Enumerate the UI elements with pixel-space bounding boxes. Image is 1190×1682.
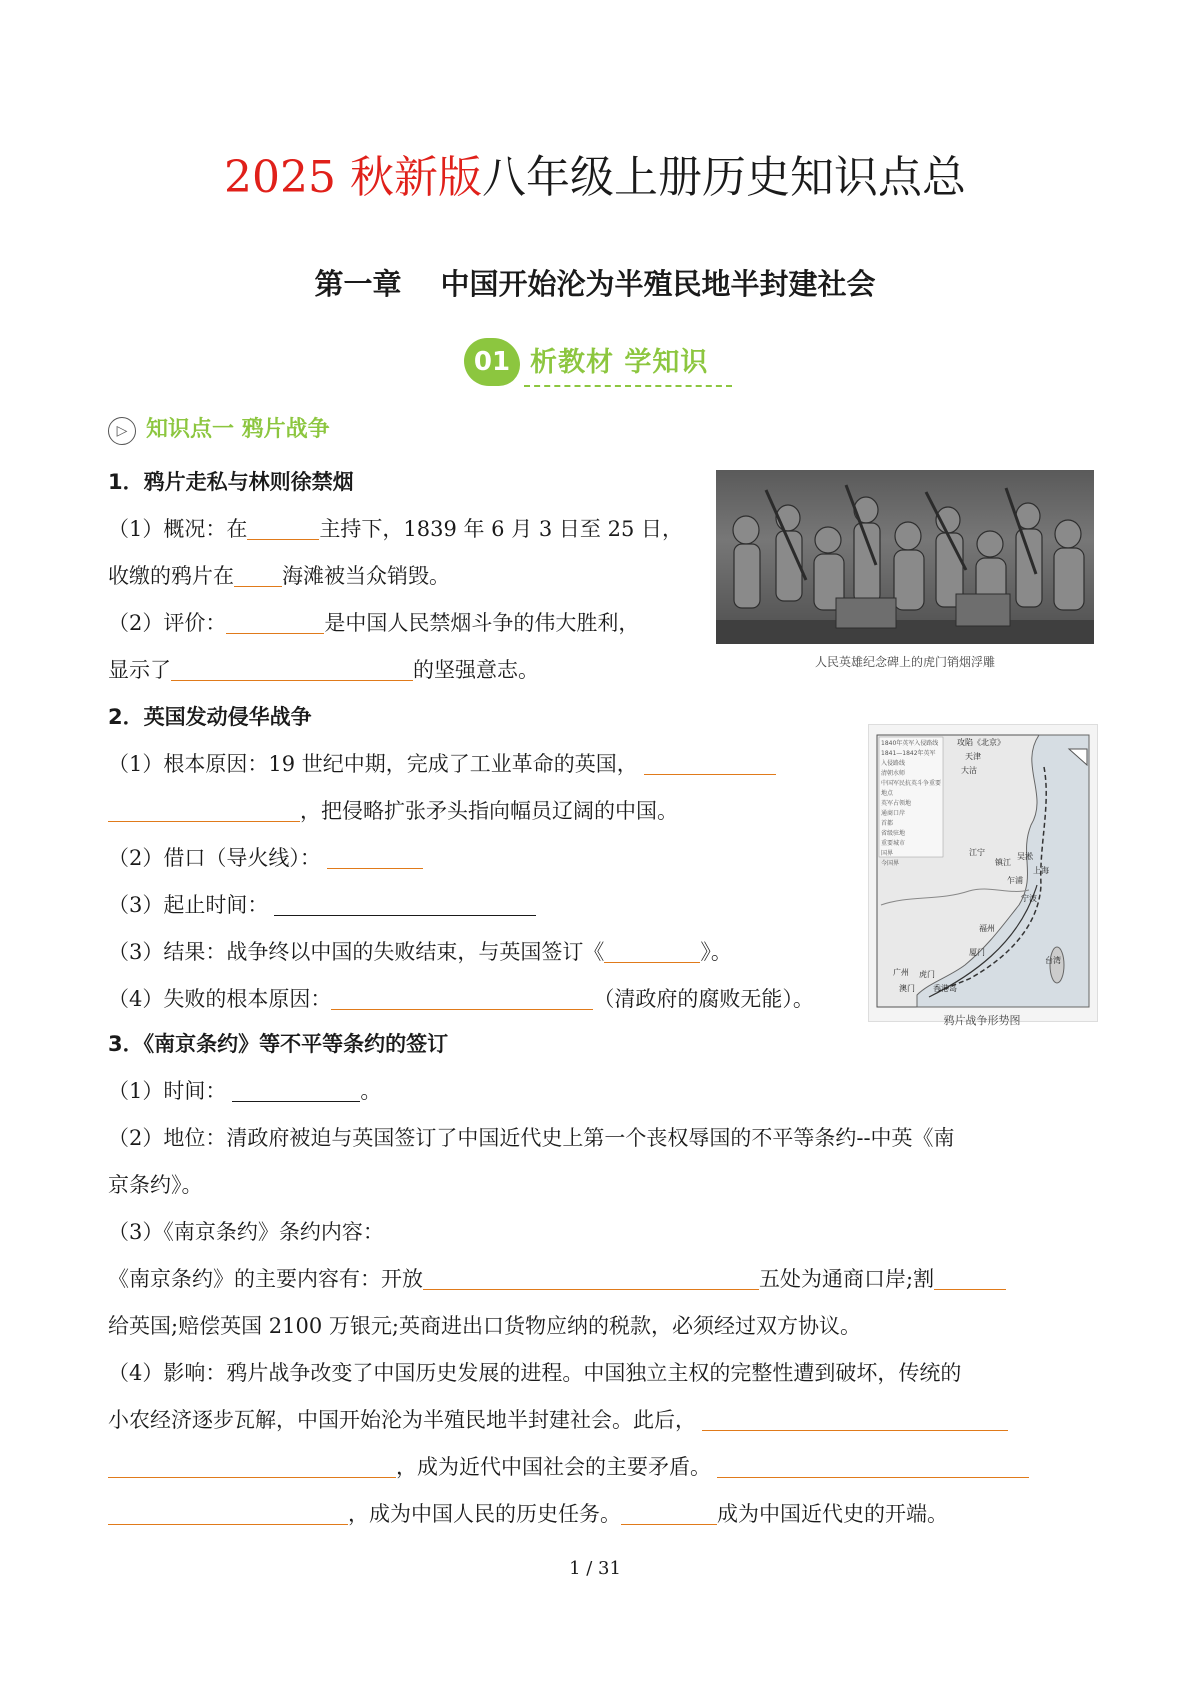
text-part: 《南京条约》的主要内容有：开放 bbox=[108, 1267, 423, 1291]
text-part: （2）借口（导火线）： bbox=[108, 846, 321, 870]
text-part: ，成为近代中国社会的主要矛盾。 bbox=[396, 1455, 711, 1479]
map-label: 江宁 bbox=[969, 848, 985, 857]
text-part: （4）失败的根本原因： bbox=[108, 987, 332, 1011]
title-black-part: 八年级上册历史知识点总 bbox=[481, 152, 966, 203]
section-1-line-2 bbox=[108, 561, 450, 591]
text-part: 。 bbox=[360, 1079, 382, 1103]
map-label: 澳门 bbox=[899, 984, 915, 993]
section-1-heading: 1．鸦片走私与林则徐禁烟 bbox=[108, 470, 354, 494]
section-2-line-4 bbox=[108, 890, 536, 920]
section-2-line-3 bbox=[108, 843, 423, 873]
fill-blank[interactable] bbox=[604, 940, 700, 963]
map-label: 镇江 bbox=[995, 858, 1011, 867]
section-2-heading: 2．英国发动侵华战争 bbox=[108, 705, 312, 729]
section-3-line-7: （4）影响：鸦片战争改变了中国历史发展的进程。中国独立主权的完整性遭到破坏，传统的 bbox=[108, 1361, 962, 1385]
section-1-line-4 bbox=[108, 655, 539, 685]
legend-item: 国界 bbox=[881, 850, 894, 857]
section-3-line-4: （3）《南京条约》条约内容： bbox=[108, 1220, 384, 1244]
text-part: 显示了 bbox=[108, 658, 171, 682]
fill-blank[interactable] bbox=[171, 658, 413, 681]
fill-blank[interactable] bbox=[702, 1408, 1008, 1431]
section-3-line-3: 京条约》。 bbox=[108, 1173, 203, 1197]
section-2-line-2 bbox=[108, 796, 678, 826]
section-3-line-9 bbox=[108, 1452, 1029, 1482]
fill-blank[interactable] bbox=[108, 799, 300, 822]
section-3-line-10 bbox=[108, 1499, 948, 1529]
page-number: 1 / 31 bbox=[569, 1558, 621, 1579]
fill-blank[interactable] bbox=[934, 1267, 1006, 1290]
map-label: 上海 bbox=[1033, 866, 1049, 875]
map-label: 吴淞 bbox=[1017, 852, 1033, 861]
section-3-line-1 bbox=[108, 1076, 381, 1106]
chapter-title: 第一章 中国开始沦为半殖民地半封建社会 bbox=[314, 267, 876, 301]
map-label: 宁波 bbox=[1021, 894, 1037, 903]
fill-blank[interactable] bbox=[327, 846, 423, 869]
relief-sculpture-photo bbox=[716, 470, 1094, 644]
play-circle-icon: ▷ bbox=[108, 417, 136, 445]
section-3-line-2: （2）地位：清政府被迫与英国签订了中国近代史上第一个丧权辱国的不平等条约--中英《南 bbox=[108, 1126, 955, 1150]
legend-item: 首都 bbox=[881, 820, 894, 827]
section-3-line-5 bbox=[108, 1264, 1006, 1294]
fill-blank[interactable] bbox=[226, 611, 324, 634]
map-label: 厦门 bbox=[969, 948, 985, 957]
legend-item: 1840年英军入侵路线 bbox=[881, 740, 939, 747]
text-part: 成为中国近代史的开端。 bbox=[717, 1502, 948, 1526]
text-part: 收缴的鸦片在 bbox=[108, 564, 234, 588]
fill-blank[interactable] bbox=[644, 752, 776, 775]
text-part: 小农经济逐步瓦解，中国开始沦为半殖民地半封建社会。此后， bbox=[108, 1408, 696, 1432]
text-part: ，成为中国人民的历史任务。 bbox=[348, 1502, 621, 1526]
legend-item: 清朝水师 bbox=[881, 770, 906, 777]
section-3-line-8 bbox=[108, 1405, 1008, 1435]
section-2-line-5 bbox=[108, 937, 732, 967]
fill-blank[interactable] bbox=[247, 517, 319, 540]
section-3-line-6: 给英国;赔偿英国 2100 万银元;英商进出口货物应纳的税款，必须经过双方协议。 bbox=[108, 1314, 861, 1338]
relief-figures-image bbox=[716, 470, 1094, 644]
fill-blank[interactable] bbox=[423, 1267, 759, 1290]
legend-item: 省级驻地 bbox=[881, 830, 906, 837]
text-part: （3）起止时间： bbox=[108, 893, 269, 917]
legend-item: 1841—1842年英军入侵路线 bbox=[881, 750, 936, 767]
map-caption: 鸦片战争形势图 bbox=[943, 1014, 1021, 1027]
text-part: 主持下，1839 年 6 月 3 日至 25 日， bbox=[319, 517, 683, 541]
text-part: 海滩被当众销毁。 bbox=[282, 564, 450, 588]
banner-text: 析教材 学知识 bbox=[530, 347, 709, 378]
legend-item: 通商口岸 bbox=[881, 810, 906, 817]
knowledge-point-heading bbox=[108, 415, 330, 445]
text-part: 》。 bbox=[700, 940, 732, 964]
fill-blank[interactable] bbox=[274, 893, 536, 916]
map-place-labels bbox=[869, 725, 1097, 1021]
map-label: 广州 bbox=[893, 968, 909, 977]
photo-caption: 人民英雄纪念碑上的虎门销烟浮雕 bbox=[814, 655, 995, 669]
text-part: （清政府的腐败无能）。 bbox=[593, 987, 814, 1011]
text-part: （1）根本原因：19 世纪中期，完成了工业革命的英国， bbox=[108, 752, 638, 776]
map-label: 攻陷《北京》 bbox=[957, 738, 1005, 747]
text-part: ，把侵略扩张矛头指向幅员辽阔的中国。 bbox=[300, 799, 678, 823]
fill-blank[interactable] bbox=[717, 1455, 1029, 1478]
map-label: 台湾 bbox=[1045, 956, 1061, 965]
map-label: 天津 bbox=[965, 752, 981, 761]
text-part: （2）评价： bbox=[108, 611, 227, 635]
legend-item: 中国军民抗英斗争重要地点 bbox=[881, 780, 942, 797]
document-title bbox=[0, 150, 1190, 206]
fill-blank[interactable] bbox=[232, 1079, 360, 1102]
text-part: （3）结果：战争终以中国的失败结束，与英国签订《 bbox=[108, 940, 605, 964]
legend-item: 英军占领地 bbox=[881, 800, 912, 807]
map-label: 虎门 bbox=[919, 970, 935, 979]
fill-blank[interactable] bbox=[108, 1455, 396, 1478]
map-label: 乍浦 bbox=[1007, 876, 1023, 885]
knowledge-point-label: 知识点一 鸦片战争 bbox=[146, 417, 330, 442]
fill-blank[interactable] bbox=[108, 1502, 348, 1525]
fill-blank[interactable] bbox=[331, 987, 593, 1010]
text-part: 五处为通商口岸;割 bbox=[759, 1267, 935, 1291]
section-2-line-1 bbox=[108, 749, 776, 779]
text-part: 是中国人民禁烟斗争的伟大胜利， bbox=[324, 611, 640, 635]
fill-blank[interactable] bbox=[234, 564, 282, 587]
text-part: 的坚强意志。 bbox=[413, 658, 539, 682]
section-3-heading: 3．《南京条约》等不平等条约的签订 bbox=[108, 1032, 449, 1056]
map-label: 福州 bbox=[979, 924, 995, 933]
title-red-part: 2025 秋新版 bbox=[224, 152, 482, 203]
legend-item: 今国界 bbox=[881, 860, 900, 867]
text-part: （1）概况：在 bbox=[108, 517, 248, 541]
section-1-line-3 bbox=[108, 608, 639, 638]
section-banner bbox=[464, 338, 734, 390]
section-2-line-6 bbox=[108, 984, 814, 1014]
section-1-line-1 bbox=[108, 514, 683, 544]
banner-underline bbox=[524, 385, 732, 387]
banner-badge: 01 bbox=[464, 338, 520, 386]
legend-item: 重要城市 bbox=[881, 840, 906, 847]
fill-blank[interactable] bbox=[621, 1502, 717, 1525]
map-label: 香港岛 bbox=[933, 984, 957, 993]
map-label: 大沽 bbox=[961, 766, 977, 775]
war-situation-map bbox=[868, 724, 1098, 1022]
text-part: （1）时间： bbox=[108, 1079, 227, 1103]
